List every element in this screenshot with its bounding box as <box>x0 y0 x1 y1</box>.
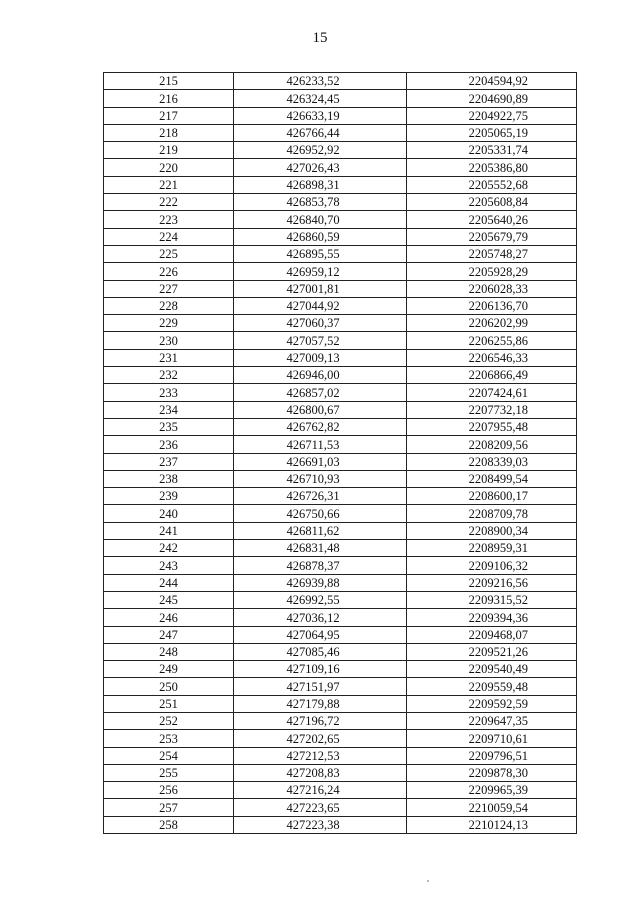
table-row <box>104 540 577 557</box>
point-number-cell: 223 <box>104 211 234 228</box>
y-coordinate-cell: 2209559,48 <box>407 678 577 695</box>
y-coordinate-cell: 2209647,35 <box>407 712 577 729</box>
point-number-cell: 230 <box>104 332 234 349</box>
table-row <box>104 280 577 297</box>
y-coordinate-cell: 2207955,48 <box>407 418 577 435</box>
y-coordinate-cell: 2205386,80 <box>407 159 577 176</box>
table-row <box>104 695 577 712</box>
y-coordinate-cell: 2207424,61 <box>407 384 577 401</box>
y-coordinate-cell: 2210124,13 <box>407 816 577 833</box>
y-coordinate-cell: 2208709,78 <box>407 505 577 522</box>
point-number-cell: 215 <box>104 73 234 90</box>
table-row <box>104 124 577 141</box>
y-coordinate-cell: 2206028,33 <box>407 280 577 297</box>
table-row <box>104 297 577 314</box>
y-coordinate-cell: 2204690,89 <box>407 90 577 107</box>
y-coordinate-cell: 2209468,07 <box>407 626 577 643</box>
y-coordinate-cell: 2208959,31 <box>407 540 577 557</box>
point-number-cell: 232 <box>104 367 234 384</box>
x-coordinate-cell: 427057,52 <box>234 332 407 349</box>
table-row <box>104 73 577 90</box>
y-coordinate-cell: 2205640,26 <box>407 211 577 228</box>
x-coordinate-cell: 427212,53 <box>234 747 407 764</box>
x-coordinate-cell: 426946,00 <box>234 367 407 384</box>
point-number-cell: 247 <box>104 626 234 643</box>
point-number-cell: 245 <box>104 591 234 608</box>
x-coordinate-cell: 427036,12 <box>234 609 407 626</box>
x-coordinate-cell: 427223,38 <box>234 816 407 833</box>
point-number-cell: 233 <box>104 384 234 401</box>
y-coordinate-cell: 2205331,74 <box>407 142 577 159</box>
point-number-cell: 231 <box>104 349 234 366</box>
point-number-cell: 254 <box>104 747 234 764</box>
table-row <box>104 384 577 401</box>
table-row <box>104 349 577 366</box>
x-coordinate-cell: 426878,37 <box>234 557 407 574</box>
x-coordinate-cell: 427001,81 <box>234 280 407 297</box>
x-coordinate-cell: 426726,31 <box>234 488 407 505</box>
table-row <box>104 782 577 799</box>
x-coordinate-cell: 427223,65 <box>234 799 407 816</box>
y-coordinate-cell: 2208339,03 <box>407 453 577 470</box>
y-coordinate-cell: 2209540,49 <box>407 661 577 678</box>
y-coordinate-cell: 2209965,39 <box>407 782 577 799</box>
x-coordinate-cell: 426959,12 <box>234 263 407 280</box>
x-coordinate-cell: 426762,82 <box>234 418 407 435</box>
table-row <box>104 367 577 384</box>
y-coordinate-cell: 2205552,68 <box>407 176 577 193</box>
table-row <box>104 142 577 159</box>
point-number-cell: 217 <box>104 107 234 124</box>
x-coordinate-cell: 426710,93 <box>234 470 407 487</box>
table-row <box>104 747 577 764</box>
x-coordinate-cell: 426766,44 <box>234 124 407 141</box>
x-coordinate-cell: 426711,53 <box>234 436 407 453</box>
table-row <box>104 609 577 626</box>
point-number-cell: 225 <box>104 245 234 262</box>
y-coordinate-cell: 2206136,70 <box>407 297 577 314</box>
x-coordinate-cell: 426860,59 <box>234 228 407 245</box>
x-coordinate-cell: 426691,03 <box>234 453 407 470</box>
point-number-cell: 258 <box>104 816 234 833</box>
y-coordinate-cell: 2209216,56 <box>407 574 577 591</box>
point-number-cell: 229 <box>104 315 234 332</box>
y-coordinate-cell: 2205608,84 <box>407 194 577 211</box>
x-coordinate-cell: 426233,52 <box>234 73 407 90</box>
table-row <box>104 712 577 729</box>
table-row <box>104 574 577 591</box>
x-coordinate-cell: 426952,92 <box>234 142 407 159</box>
x-coordinate-cell: 426831,48 <box>234 540 407 557</box>
point-number-cell: 248 <box>104 643 234 660</box>
table-row <box>104 505 577 522</box>
point-number-cell: 226 <box>104 263 234 280</box>
point-number-cell: 234 <box>104 401 234 418</box>
table-row <box>104 245 577 262</box>
y-coordinate-cell: 2205679,79 <box>407 228 577 245</box>
y-coordinate-cell: 2205065,19 <box>407 124 577 141</box>
point-number-cell: 243 <box>104 557 234 574</box>
table-row <box>104 418 577 435</box>
x-coordinate-cell: 427179,88 <box>234 695 407 712</box>
table-row <box>104 591 577 608</box>
page-number: 15 <box>312 30 328 46</box>
x-coordinate-cell: 426898,31 <box>234 176 407 193</box>
y-coordinate-cell: 2210059,54 <box>407 799 577 816</box>
y-coordinate-cell: 2209106,32 <box>407 557 577 574</box>
y-coordinate-cell: 2209710,61 <box>407 730 577 747</box>
point-number-cell: 244 <box>104 574 234 591</box>
table-row <box>104 557 577 574</box>
y-coordinate-cell: 2208499,54 <box>407 470 577 487</box>
table-row <box>104 643 577 660</box>
point-number-cell: 252 <box>104 712 234 729</box>
x-coordinate-cell: 426992,55 <box>234 591 407 608</box>
x-coordinate-cell: 427009,13 <box>234 349 407 366</box>
y-coordinate-cell: 2209796,51 <box>407 747 577 764</box>
point-number-cell: 219 <box>104 142 234 159</box>
point-number-cell: 228 <box>104 297 234 314</box>
y-coordinate-cell: 2208209,56 <box>407 436 577 453</box>
table-row <box>104 194 577 211</box>
y-coordinate-cell: 2206202,99 <box>407 315 577 332</box>
point-number-cell: 256 <box>104 782 234 799</box>
y-coordinate-cell: 2204922,75 <box>407 107 577 124</box>
y-coordinate-cell: 2208900,34 <box>407 522 577 539</box>
table-row <box>104 176 577 193</box>
table-row <box>104 470 577 487</box>
point-number-cell: 236 <box>104 436 234 453</box>
point-number-cell: 255 <box>104 764 234 781</box>
x-coordinate-cell: 427064,95 <box>234 626 407 643</box>
x-coordinate-cell: 426939,88 <box>234 574 407 591</box>
table-row <box>104 436 577 453</box>
x-coordinate-cell: 427216,24 <box>234 782 407 799</box>
point-number-cell: 246 <box>104 609 234 626</box>
y-coordinate-cell: 2209394,36 <box>407 609 577 626</box>
table-row <box>104 799 577 816</box>
x-coordinate-cell: 427151,97 <box>234 678 407 695</box>
point-number-cell: 242 <box>104 540 234 557</box>
y-coordinate-cell: 2205748,27 <box>407 245 577 262</box>
point-number-cell: 250 <box>104 678 234 695</box>
table-row <box>104 159 577 176</box>
x-coordinate-cell: 426857,02 <box>234 384 407 401</box>
point-number-cell: 222 <box>104 194 234 211</box>
table-row <box>104 107 577 124</box>
point-number-cell: 253 <box>104 730 234 747</box>
table-row <box>104 401 577 418</box>
point-number-cell: 239 <box>104 488 234 505</box>
point-number-cell: 241 <box>104 522 234 539</box>
x-coordinate-cell: 427196,72 <box>234 712 407 729</box>
x-coordinate-cell: 426811,62 <box>234 522 407 539</box>
y-coordinate-cell: 2209521,26 <box>407 643 577 660</box>
coordinates-table-body <box>104 73 577 834</box>
y-coordinate-cell: 2207732,18 <box>407 401 577 418</box>
coordinates-table <box>103 72 577 834</box>
y-coordinate-cell: 2209315,52 <box>407 591 577 608</box>
y-coordinate-cell: 2209592,59 <box>407 695 577 712</box>
table-row <box>104 228 577 245</box>
y-coordinate-cell: 2204594,92 <box>407 73 577 90</box>
y-coordinate-cell: 2206546,33 <box>407 349 577 366</box>
table-row <box>104 816 577 833</box>
y-coordinate-cell: 2206866,49 <box>407 367 577 384</box>
x-coordinate-cell: 426800,67 <box>234 401 407 418</box>
point-number-cell: 251 <box>104 695 234 712</box>
scan-artifact <box>427 880 429 882</box>
x-coordinate-cell: 427109,16 <box>234 661 407 678</box>
table-row <box>104 315 577 332</box>
x-coordinate-cell: 426324,45 <box>234 90 407 107</box>
point-number-cell: 238 <box>104 470 234 487</box>
table-row <box>104 453 577 470</box>
point-number-cell: 257 <box>104 799 234 816</box>
x-coordinate-cell: 426633,19 <box>234 107 407 124</box>
y-coordinate-cell: 2205928,29 <box>407 263 577 280</box>
table-row <box>104 730 577 747</box>
table-row <box>104 764 577 781</box>
table-row <box>104 626 577 643</box>
x-coordinate-cell: 427202,65 <box>234 730 407 747</box>
table-row <box>104 522 577 539</box>
y-coordinate-cell: 2206255,86 <box>407 332 577 349</box>
x-coordinate-cell: 427208,83 <box>234 764 407 781</box>
point-number-cell: 221 <box>104 176 234 193</box>
x-coordinate-cell: 426750,66 <box>234 505 407 522</box>
table-row <box>104 263 577 280</box>
point-number-cell: 218 <box>104 124 234 141</box>
point-number-cell: 227 <box>104 280 234 297</box>
point-number-cell: 216 <box>104 90 234 107</box>
point-number-cell: 235 <box>104 418 234 435</box>
x-coordinate-cell: 426853,78 <box>234 194 407 211</box>
x-coordinate-cell: 426895,55 <box>234 245 407 262</box>
point-number-cell: 237 <box>104 453 234 470</box>
x-coordinate-cell: 427044,92 <box>234 297 407 314</box>
table-row <box>104 332 577 349</box>
table-row <box>104 661 577 678</box>
point-number-cell: 224 <box>104 228 234 245</box>
y-coordinate-cell: 2208600,17 <box>407 488 577 505</box>
table-row <box>104 488 577 505</box>
table-row <box>104 211 577 228</box>
point-number-cell: 240 <box>104 505 234 522</box>
point-number-cell: 220 <box>104 159 234 176</box>
table-row <box>104 678 577 695</box>
x-coordinate-cell: 427026,43 <box>234 159 407 176</box>
x-coordinate-cell: 427085,46 <box>234 643 407 660</box>
x-coordinate-cell: 427060,37 <box>234 315 407 332</box>
y-coordinate-cell: 2209878,30 <box>407 764 577 781</box>
x-coordinate-cell: 426840,70 <box>234 211 407 228</box>
table-row <box>104 90 577 107</box>
point-number-cell: 249 <box>104 661 234 678</box>
